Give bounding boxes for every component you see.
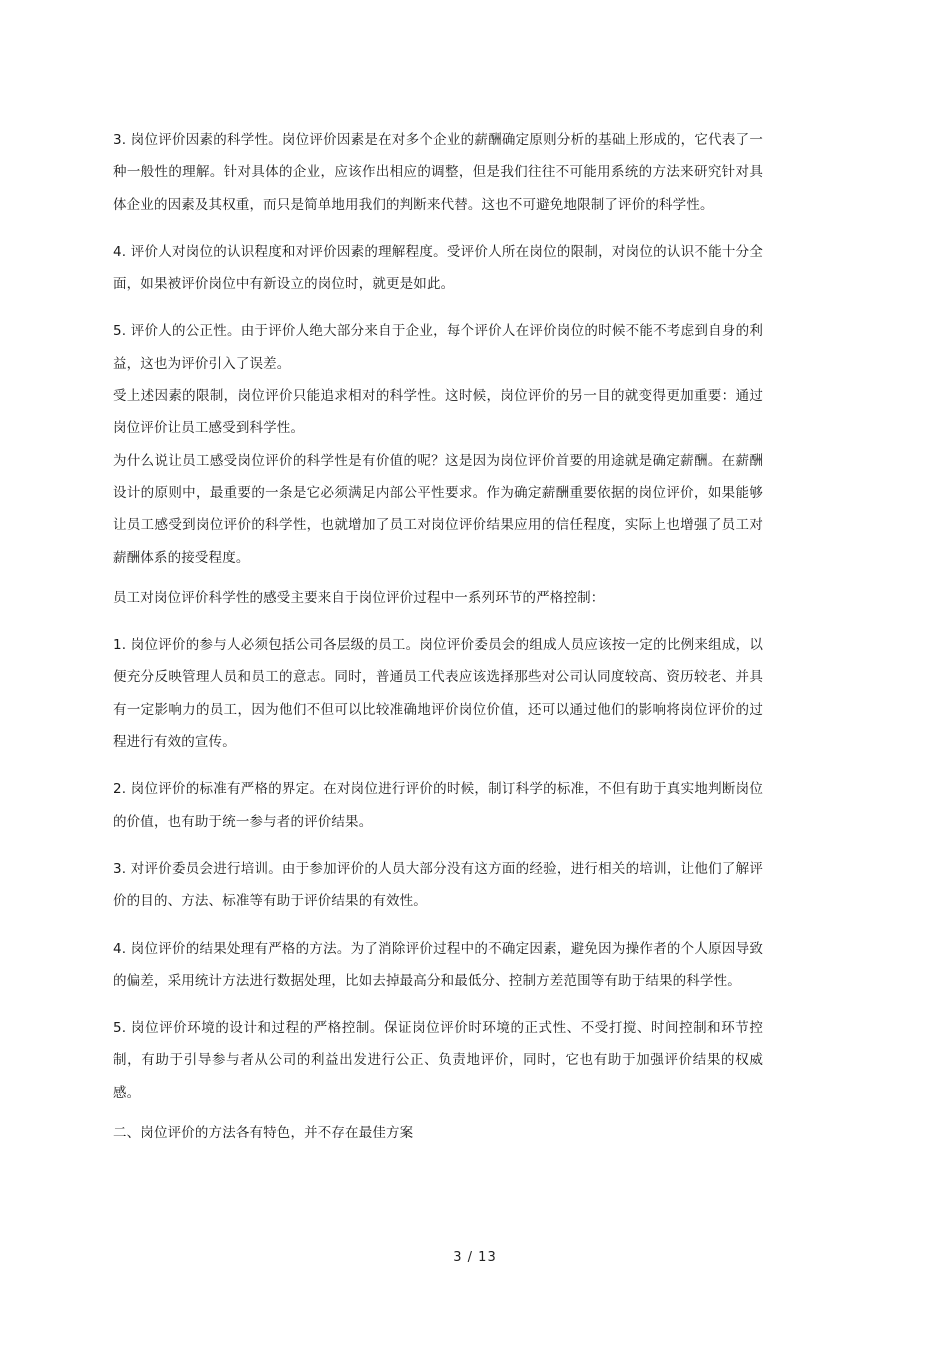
- document-body: [113, 124, 763, 1149]
- paragraph-relative-scientificity: 受上述因素的限制，岗位评价只能追求相对的科学性。这时候，岗位评价的另一目的就变得更加重要：通过岗位评价让员工感受到科学性。: [113, 388, 763, 437]
- paragraph-participants: 1. 岗位评价的参与人必须包括公司各层级的员工。岗位评价委员会的组成人员应该按一定的比例来组成，以便充分反映管理人员和员工的意志。同时，普通员工代表应该选择那些对公司认同度较高、资历较老、并具有一定影响力的员工，因为他们不但可以比较准确地评价岗位价值，还可以通过他们的影响将岗位评价的过程进行有效的宣传。: [113, 637, 763, 751]
- paragraph-value-of-perception: 为什么说让员工感受岗位评价的科学性是有价值的呢？这是因为岗位评价首要的用途就是确定薪酬。在薪酬设计的原则中，最重要的一条是它必须满足内部公平性要求。作为确定薪酬重要依据的岗位评价，如果能够让员工感受到岗位评价的科学性，也就增加了员工对岗位评价结果应用的信任程度，实际上也增强了员工对薪酬体系的接受程度。: [113, 452, 763, 566]
- paragraph-evaluator-understanding: 4. 评价人对岗位的认识程度和对评价因素的理解程度。受评价人所在岗位的限制，对岗位的认识不能十分全面，如果被评价岗位中有新设立的岗位时，就更是如此。: [113, 243, 763, 293]
- paragraph-result-processing: 4. 岗位评价的结果处理有严格的方法。为了消除评价过程中的不确定因素，避免因为操作者的个人原因导致的偏差，采用统计方法进行数据处理，比如去掉最高分和最低分、控制方差范围等有助于结果的科学性。: [113, 940, 763, 989]
- paragraph-evaluator-fairness: 5. 评价人的公正性。由于评价人绝大部分来自于企业，每个评价人在评价岗位的时候不能不考虑到自身的利益，这也为评价引入了误差。: [113, 323, 763, 372]
- paragraph-factor-scientificity: 3. 岗位评价因素的科学性。岗位评价因素是在对多个企业的薪酬确定原则分析的基础上形成的，它代表了一种一般性的理解。针对具体的企业，应该作出相应的调整，但是我们往往不可能用系统的方法来研究针对具体企业的因素及其权重，而只是简单地用我们的判断来代替。这也不可避免地限制了评价的科学性。: [113, 132, 763, 213]
- paragraph-control-intro: 员工对岗位评价科学性的感受主要来自于岗位评价过程中一系列环节的严格控制：: [113, 589, 605, 606]
- paragraph-standards: 2. 岗位评价的标准有严格的界定。在对岗位进行评价的时候，制订科学的标准，不但有助于真实地判断岗位的价值，也有助于统一参与者的评价结果。: [113, 781, 763, 830]
- page-number: 3 / 13: [453, 1250, 497, 1265]
- paragraph-environment-control: 5. 岗位评价环境的设计和过程的严格控制。保证岗位评价时环境的正式性、不受打搅、时间控制和环节控制，有助于引导参与者从公司的利益出发进行公正、负责地评价，同时，它也有助于加强评价结果的权威感。: [113, 1020, 763, 1101]
- paragraph-training: 3. 对评价委员会进行培训。由于参加评价的人员大部分没有这方面的经验，进行相关的培训，让他们了解评价的目的、方法、标准等有助于评价结果的有效性。: [113, 860, 763, 910]
- section-heading: 二、岗位评价的方法各有特色，并不存在最佳方案: [113, 1125, 414, 1142]
